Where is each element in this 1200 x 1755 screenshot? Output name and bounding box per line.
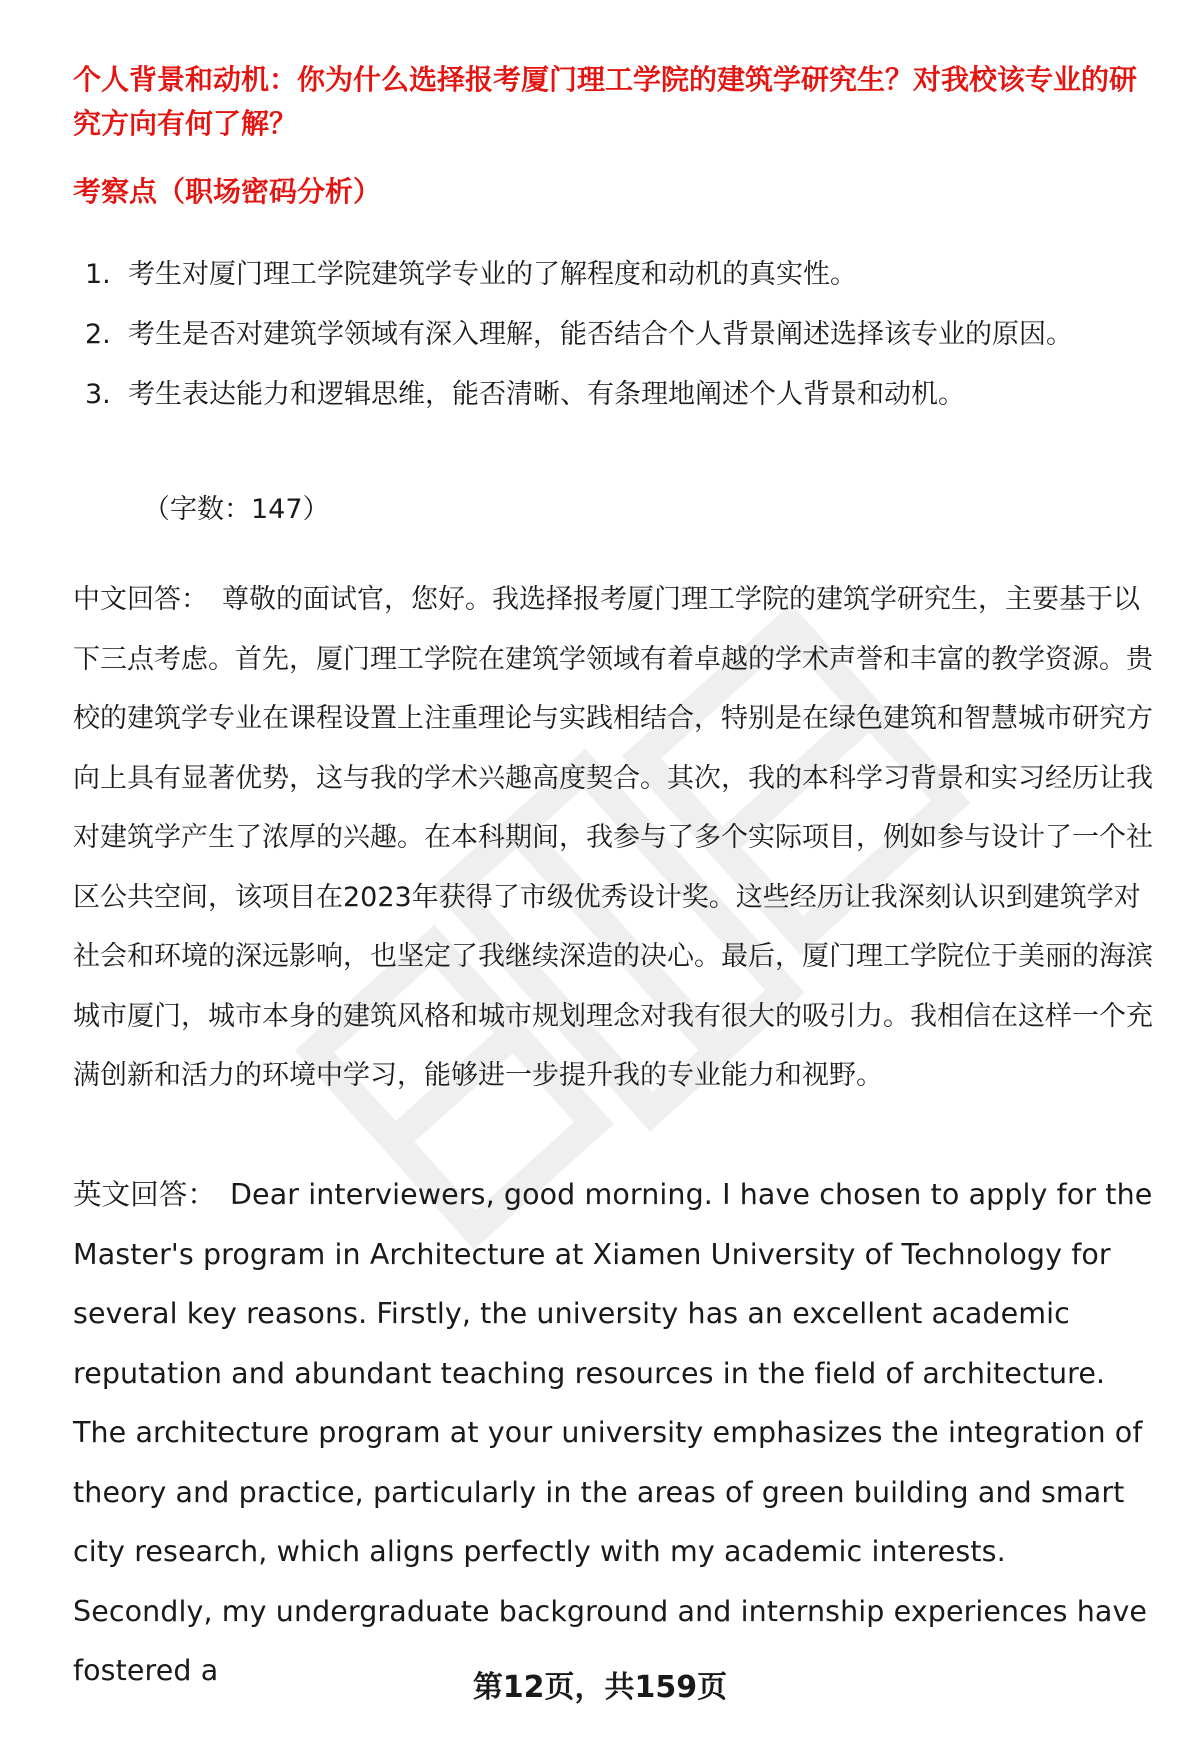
list-item-number: 1. xyxy=(85,259,111,290)
list-item-text: 考生表达能力和逻辑思维，能否清晰、有条理地阐述个人背景和动机。 xyxy=(128,379,965,410)
chinese-answer-text: 尊敬的面试官，您好。我选择报考厦门理工学院的建筑学研究生，主要基于以下三点考虑。首先，厦门理工学院在建筑学领域有着卓越的学术声誉和丰富的教学资源。贵校的建筑学专业在课程设置上注重理论与实践相结合，特别是在绿色建筑和智慧城市研究方向上具有显著优势，这与我的学术兴趣高度契合。其次，我的本科学习背景和实习经历让我对建筑学产生了浓厚的兴趣。在本科期间，我参与了多个实际项目，例如参与设计了一个社区公共空间，该项目在2023年获得了市级优秀设计奖。这些经历让我深刻认识到建筑学对社会和环境的深远影响，也坚定了我继续深造的决心。最后，厦门理工学院位于美丽的海滨城市厦门，城市本身的建筑风格和城市规划理念对我有很大的吸引力。我相信在这样一个充满创新和活力的环境中学习，能够进一步提升我的专业能力和视野。 xyxy=(73,584,1153,1091)
list-item-text: 考生是否对建筑学领域有深入理解，能否结合个人背景阐述选择该专业的原因。 xyxy=(128,319,1073,350)
english-answer-label: 英文回答： xyxy=(73,1178,217,1211)
english-answer-text: Dear interviewers, good morning. I have chosen to apply for the Master's program in Architecture at Xiamen University of Technology for several key reasons. Firstly, the university has an excellent academic reputation and abundant teaching resources in the field of architecture. The architecture program at your university emphasizes the integration of theory and practice, particularly in the areas of green building and smart city research, which aligns perfectly with my academic interests. Secondly, my undergraduate background and internship experiences have fostered a xyxy=(73,1178,1153,1687)
chinese-answer xyxy=(73,570,1153,1106)
list-item xyxy=(73,245,1133,305)
list-item xyxy=(73,305,1133,365)
chinese-answer-label: 中文回答： xyxy=(73,584,208,615)
list-item xyxy=(73,365,1133,425)
question-title: 个人背景和动机：你为什么选择报考厦门理工学院的建筑学研究生？对我校该专业的研究方向有何了解？ xyxy=(73,63,1138,140)
assessment-points-list xyxy=(73,245,1133,425)
assessment-heading: 考察点（职场密码分析） xyxy=(73,175,382,208)
word-count: （字数：147） xyxy=(143,494,330,525)
page-footer: 第12页，共159页 xyxy=(472,1670,728,1705)
list-item-text: 考生对厦门理工学院建筑学专业的了解程度和动机的真实性。 xyxy=(128,259,857,290)
list-item-number: 2. xyxy=(85,319,111,350)
list-item-number: 3. xyxy=(85,379,111,410)
english-answer xyxy=(73,1165,1153,1701)
